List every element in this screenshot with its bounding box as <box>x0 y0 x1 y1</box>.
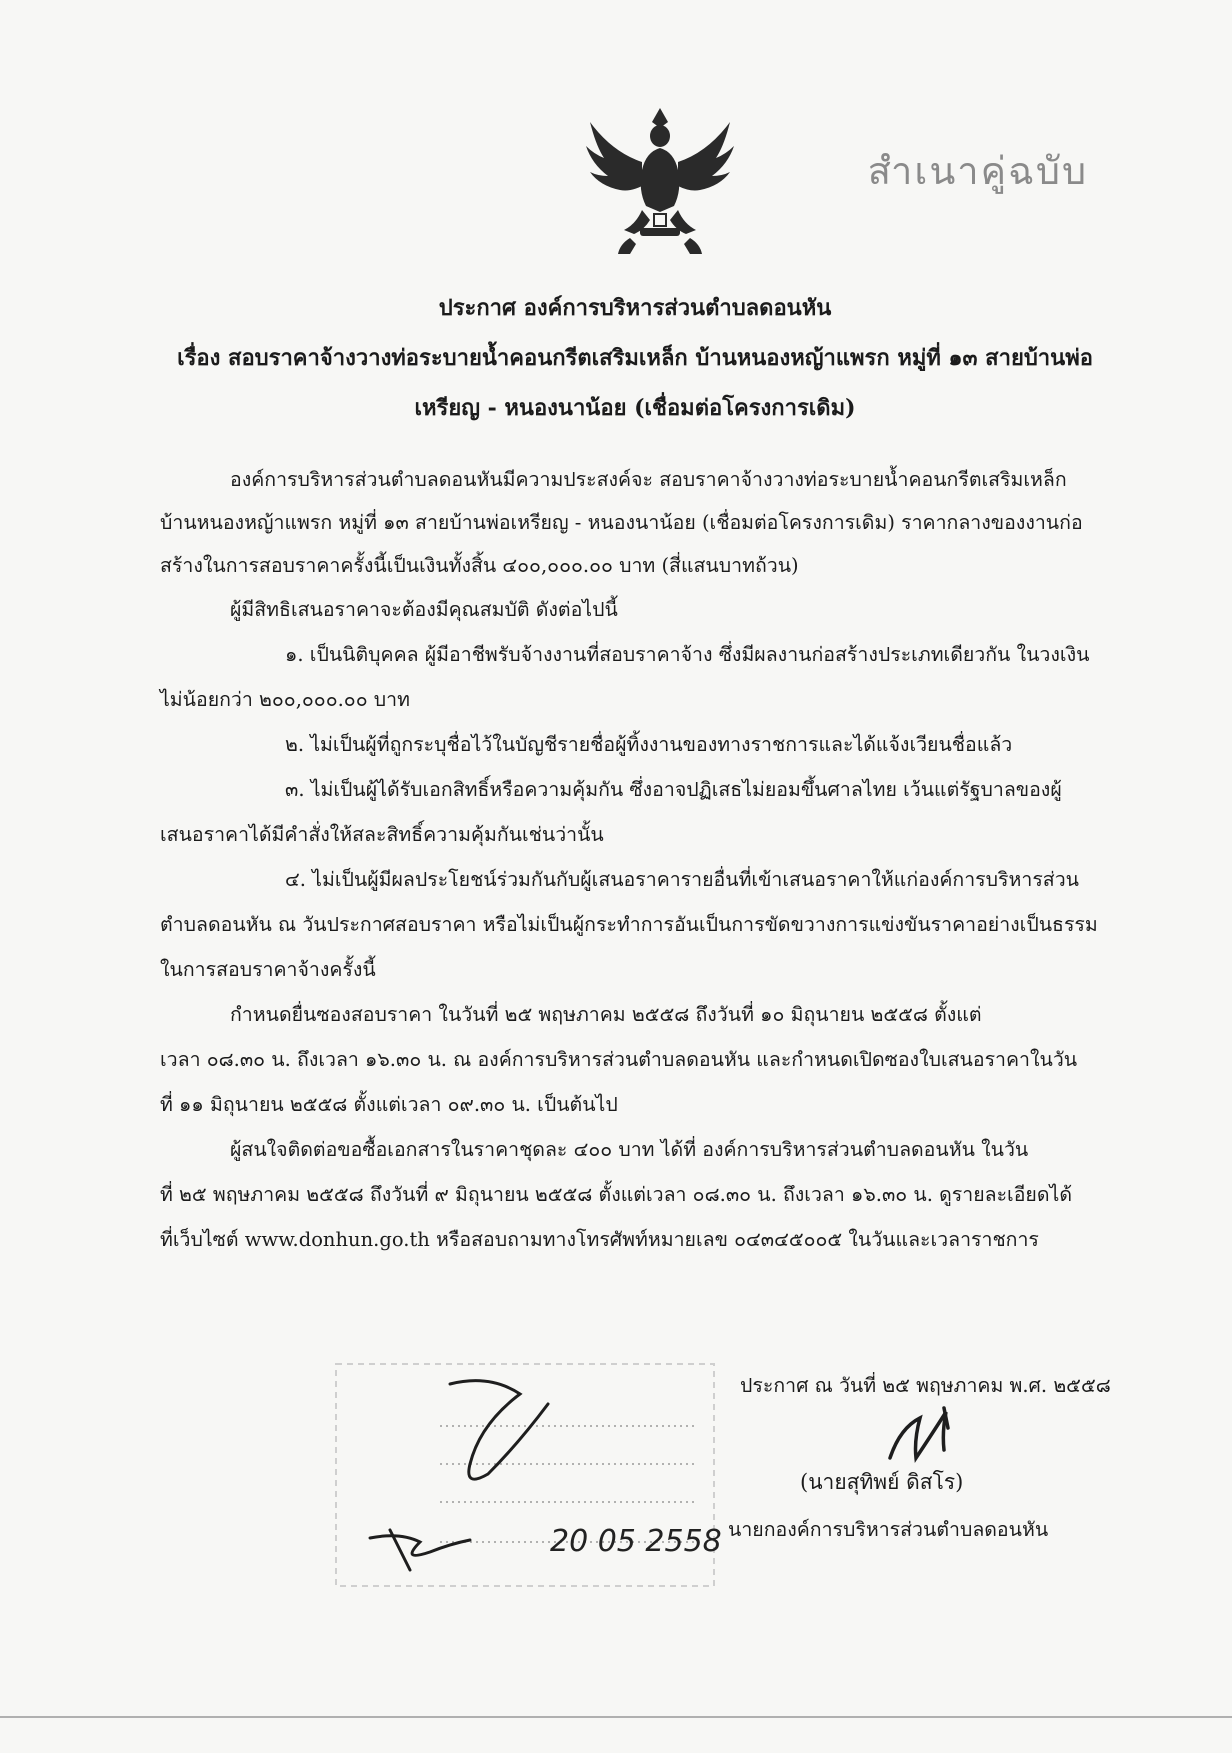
signatory-position: นายกองค์การบริหารส่วนตำบลดอนหัน <box>728 1518 1049 1541</box>
body-line: สร้างในการสอบราคาครั้งนี้เป็นเงินทั้งสิ้น ๔๐๐,๐๐๐.๐๐ บาท (สี่แสนบาทถ้วน) <box>160 554 799 577</box>
signatory-name: (นายสุทิพย์ ดิสโร) <box>800 1470 964 1494</box>
signature-mark-icon <box>880 1400 990 1470</box>
announce-date: ประกาศ ณ วันที่ ๒๕ พฤษภาคม พ.ศ. ๒๕๕๘ <box>740 1374 1111 1397</box>
body-line: ที่ ๑๑ มิถุนายน ๒๕๕๘ ตั้งแต่เวลา ๐๙.๓๐ น. เป็นต้นไป <box>160 1093 618 1116</box>
subject-line-1: เรื่อง สอบราคาจ้างวางท่อระบายน้ำคอนกรีตเสริมเหล็ก บ้านหนองหญ้าแพรก หมู่ที่ ๑๓ สายบ้านพ่อ <box>177 345 1093 371</box>
body-line: ๔. ไม่เป็นผู้มีผลประโยชน์ร่วมกันกับผู้เสนอราคารายอื่นที่เข้าเสนอราคาให้แก่องค์การบริหารส่วน <box>285 868 1079 891</box>
body-line: ๒. ไม่เป็นผู้ที่ถูกระบุชื่อไว้ในบัญชีรายชื่อผู้ทิ้งงานของทางราชการและได้แจ้งเวียนชื่อแล้ว <box>285 733 1013 756</box>
body-line: ผู้สนใจติดต่อขอซื้อเอกสารในราคาชุดละ ๔๐๐ บาท ได้ที่ องค์การบริหารส่วนตำบลดอนหัน ในวัน <box>230 1138 1029 1161</box>
body-line: ตำบลดอนหัน ณ วันประกาศสอบราคา หรือไม่เป็นผู้กระทำการอันเป็นการขัดขวางการแข่งขันราคาอย่างเป็นธรรม <box>160 913 1098 936</box>
announcement-title: ประกาศ องค์การบริหารส่วนตำบลดอนหัน <box>438 295 832 321</box>
handwritten-date: 20 05 2558 <box>550 1524 722 1559</box>
body-line: ๑. เป็นนิติบุคคล ผู้มีอาชีพรับจ้างงานที่สอบราคาจ้าง ซึ่งมีผลงานก่อสร้างประเภทเดียวกัน ในวงเงิน <box>285 643 1090 666</box>
page-bottom-rule <box>0 1716 1232 1718</box>
body-line: ไม่น้อยกว่า ๒๐๐,๐๐๐.๐๐ บาท <box>160 688 410 711</box>
subject-line-2: เหรียญ - หนองนาน้อย (เชื่อมต่อโครงการเดิม) <box>414 395 856 421</box>
copy-stamp: สำเนาคู่ฉบับ <box>867 149 1089 193</box>
body-line: ที่ ๒๕ พฤษภาคม ๒๕๕๘ ถึงวันที่ ๙ มิถุนายน ๒๕๕๘ ตั้งแต่เวลา ๐๘.๓๐ น. ถึงเวลา ๑๖.๓๐ น. ดูรายละเอียดได้ <box>160 1183 1072 1206</box>
body-line: ๓. ไม่เป็นผู้ได้รับเอกสิทธิ์หรือความคุ้มกัน ซึ่งอาจปฏิเสธไม่ยอมขึ้นศาลไทย เว้นแต่รัฐบาลของผู้ <box>285 778 1062 801</box>
garuda-emblem-icon <box>580 100 740 260</box>
body-line: องค์การบริหารส่วนตำบลดอนหันมีความประสงค์จะ สอบราคาจ้างวางท่อระบายน้ำคอนกรีตเสริมเหล็ก <box>230 468 1067 491</box>
body-line: บ้านหนองหญ้าแพรก หมู่ที่ ๑๓ สายบ้านพ่อเหรียญ - หนองนาน้อย (เชื่อมต่อโครงการเดิม) ราคากลางของงานก่อ <box>160 511 1083 534</box>
body-line: ในการสอบราคาจ้างครั้งนี้ <box>160 958 376 981</box>
body-line: ที่เว็บไซต์ www.donhun.go.th หรือสอบถามทางโทรศัพท์หมายเลข ๐๔๓๔๕๐๐๕ ในวันและเวลาราชการ <box>160 1228 1039 1251</box>
body-line: กำหนดยื่นซองสอบราคา ในวันที่ ๒๕ พฤษภาคม ๒๕๕๘ ถึงวันที่ ๑๐ มิถุนายน ๒๕๕๘ ตั้งแต่ <box>230 1003 982 1026</box>
body-line: เสนอราคาได้มีคำสั่งให้สละสิทธิ์ความคุ้มกันเช่นว่านั้น <box>160 823 604 846</box>
body-line: เวลา ๐๘.๓๐ น. ถึงเวลา ๑๖.๓๐ น. ณ องค์การบริหารส่วนตำบลดอนหัน และกำหนดเปิดซองใบเสนอราคาในวัน <box>160 1048 1078 1071</box>
body-line: ผู้มีสิทธิเสนอราคาจะต้องมีคุณสมบัติ ดังต่อไปนี้ <box>230 598 618 621</box>
